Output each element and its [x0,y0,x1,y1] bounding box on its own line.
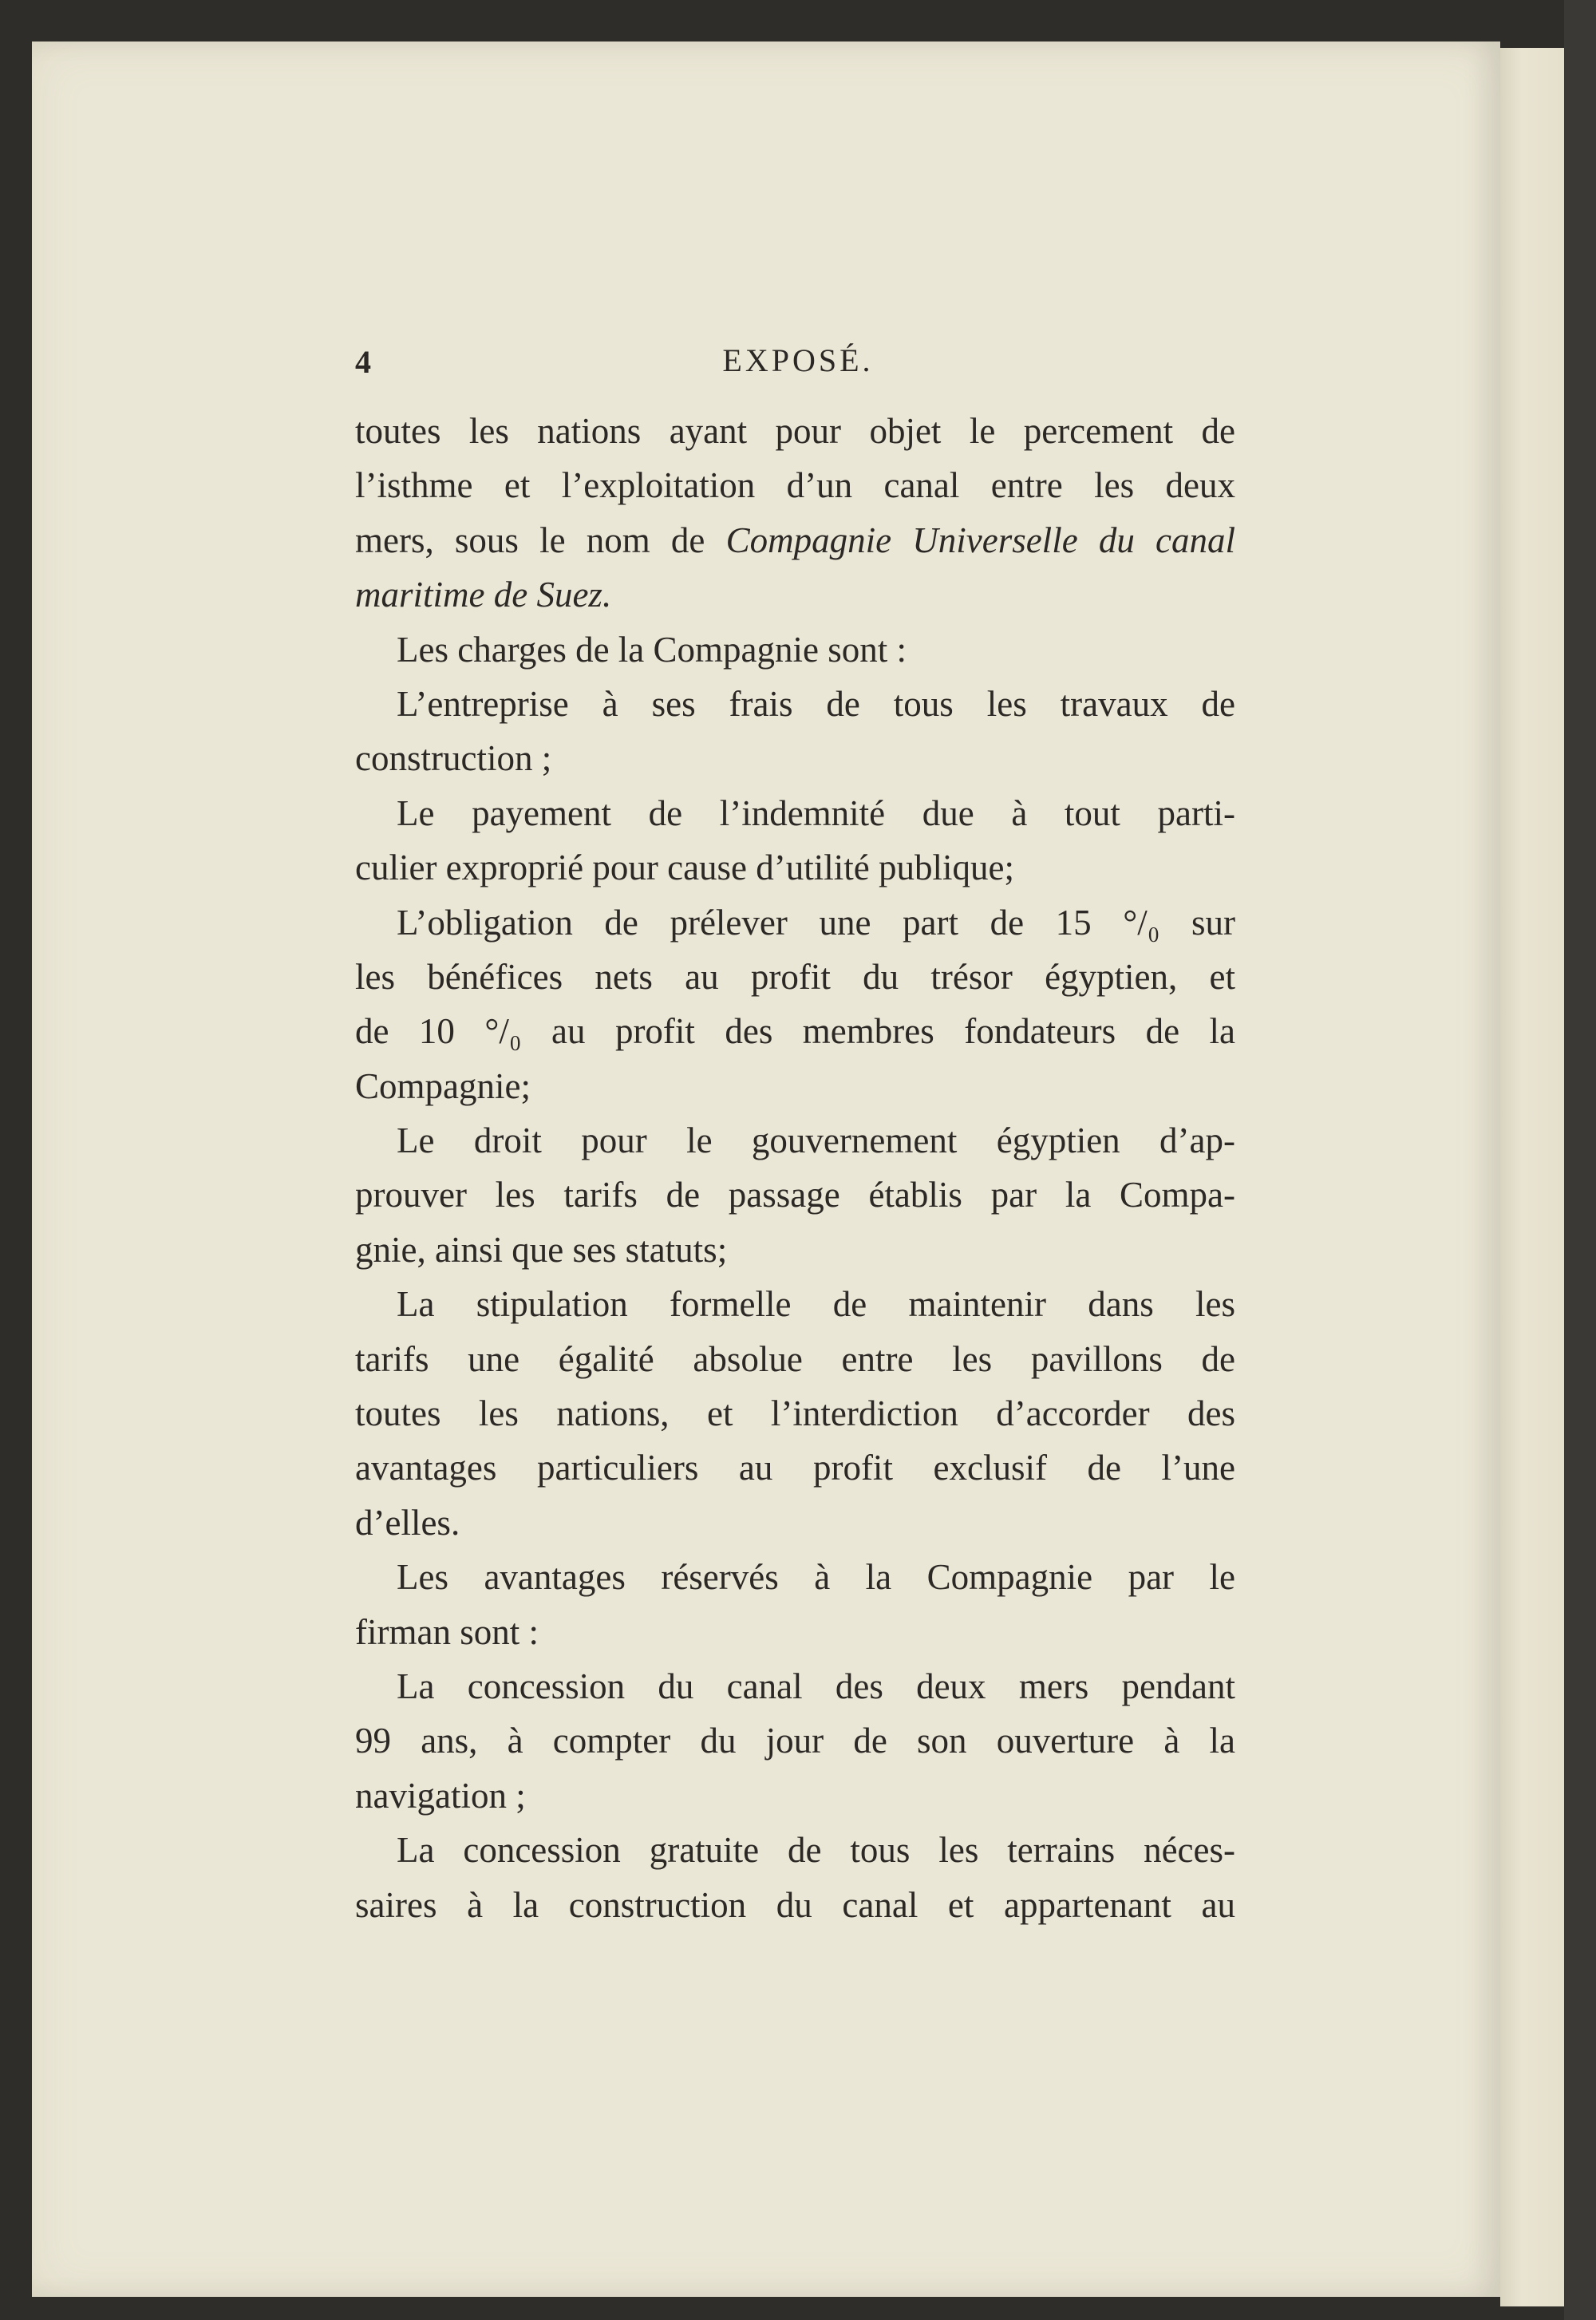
running-title: EXPOSÉ. [722,342,874,378]
text-line [355,458,1235,512]
text-line [355,1550,1235,1604]
line-text: l’isthme et l’exploitation d’un canal entre les deux [355,465,1235,506]
line-text: La concession gratuite de tous les terrains néces- [397,1830,1235,1871]
line-text: Le payement de l’indemnité due à tout parti- [397,792,1235,833]
text-line [355,731,1235,785]
adjacent-page-edge [1500,48,1572,2306]
text-line [355,1441,1235,1495]
line-text: toutes les nations, et l’interdiction d’accorder des [355,1393,1235,1434]
page-number: 4 [355,344,371,380]
line-text: culier exproprié pour cause d’utilité publique; [355,848,1014,888]
text-line [355,840,1235,895]
text-line [355,1059,1235,1113]
line-text: tarifs une égalité absolue entre les pavillons de [355,1338,1235,1379]
italic-text: maritime de Suez. [355,575,612,615]
text-line [355,1769,1235,1823]
italic-text: Compagnie Universelle du canal [725,520,1235,560]
line-text: d’elles. [355,1502,460,1543]
line-text: les bénéfices nets au profit du trésor égyptien, et [355,956,1235,997]
text-line [355,1496,1235,1550]
text-line [355,1878,1235,1932]
text-line [355,567,1235,622]
line-text: mers, sous le nom de [355,520,726,560]
line-text: toutes les nations ayant pour objet le percement de [355,411,1235,451]
text-line [355,950,1235,1004]
line-text: firman sont : [355,1611,539,1652]
line-text: Les charges de la Compagnie sont : [397,629,907,670]
text-line [355,1277,1235,1331]
text-line [355,1004,1235,1058]
line-text: avantages particuliers au profit exclusif de l’une [355,1448,1235,1488]
line-text: Les avantages réservés à la Compagnie par le [397,1557,1235,1598]
line-text: L’entreprise à ses frais de tous les travaux de [397,683,1235,724]
text-line [355,622,1235,677]
text-line [355,513,1235,567]
text-line [355,1223,1235,1277]
line-text: L’obligation de prélever une part de 15 °/₀ sur [397,902,1235,943]
line-text: saires à la construction du canal et appartenant au [355,1884,1235,1925]
text-line [355,1823,1235,1877]
text-line [355,1332,1235,1386]
line-text: Le droit pour le gouvernement égyptien d’ap- [397,1120,1235,1161]
text-line [355,1386,1235,1441]
line-text: gnie, ainsi que ses statuts; [355,1229,728,1270]
line-text: La concession du canal des deux mers pendant [397,1666,1235,1706]
text-line [355,677,1235,731]
line-text: construction ; [355,738,552,779]
text-line [355,786,1235,840]
text-line [355,1659,1235,1713]
line-text: prouver les tarifs de passage établis par la Compa- [355,1175,1235,1215]
line-text: Compagnie; [355,1065,531,1106]
line-text: de 10 °/₀ au profit des membres fondateurs de la [355,1011,1235,1052]
line-text: 99 ans, à compter du jour de son ouverture à la [355,1721,1235,1761]
line-text: navigation ; [355,1775,526,1816]
text-line [355,1605,1235,1659]
text-line [355,1113,1235,1168]
text-line [355,895,1235,950]
text-line [355,404,1235,458]
text-line [355,1168,1235,1222]
line-text: La stipulation formelle de maintenir dans les [397,1284,1235,1325]
text-line [355,1713,1235,1768]
body-text [355,404,1235,1932]
